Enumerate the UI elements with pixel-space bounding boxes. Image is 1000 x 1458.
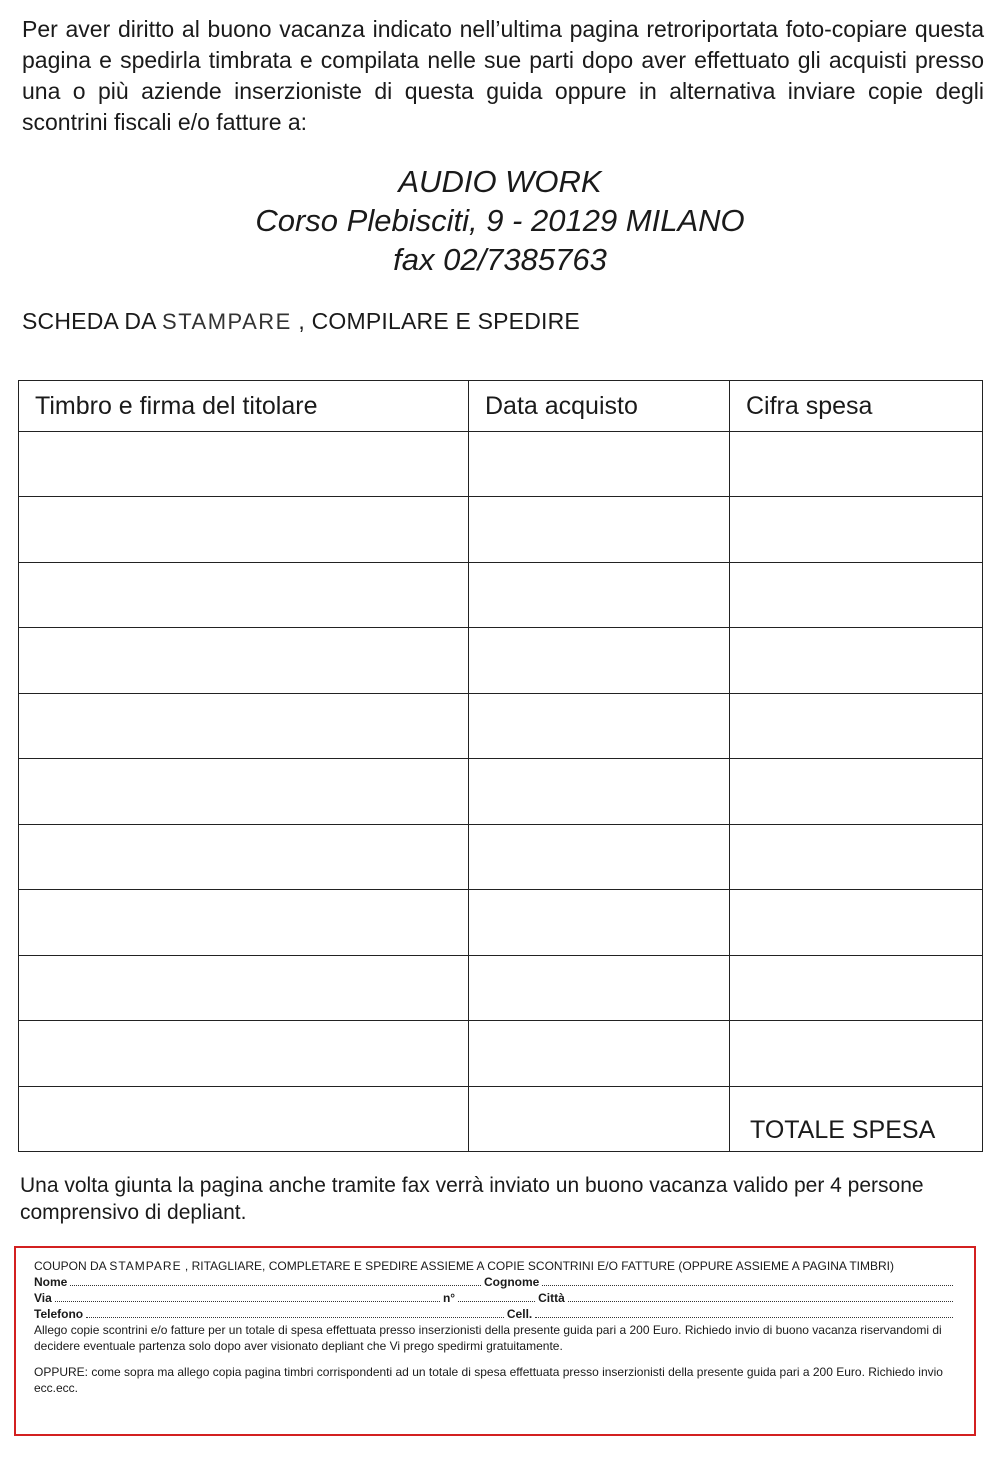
table-row <box>19 955 983 1020</box>
total-cell[interactable] <box>730 1086 983 1151</box>
table-row <box>19 497 983 562</box>
col-header-date: Data acquisto <box>469 381 730 432</box>
stamp-cell[interactable] <box>19 1086 469 1151</box>
table-header-row <box>19 381 983 432</box>
col-header-stamp: Timbro e firma del titolare <box>19 381 469 432</box>
company-street: Corso Plebisciti, 9 - 20129 MILANO <box>255 203 745 238</box>
table-row <box>19 432 983 497</box>
stamp-cell[interactable] <box>19 497 469 562</box>
cell-field[interactable] <box>535 1307 953 1318</box>
date-cell[interactable] <box>469 693 730 758</box>
amount-cell[interactable] <box>730 1021 983 1086</box>
cognome-label: Cognome <box>484 1275 540 1289</box>
coupon-title: COUPON DA STAMPARE , RITAGLIARE, COMPLETARE E SPEDIRE ASSIEME A COPIE SCONTRINI E/O FATTURE (OPPURE ASSIEME A PAGINA TIMBRI) <box>34 1259 894 1273</box>
citta-field[interactable] <box>568 1291 953 1302</box>
coupon-box <box>14 1246 976 1436</box>
date-cell[interactable] <box>469 497 730 562</box>
date-cell[interactable] <box>469 824 730 889</box>
heading-prefix: SCHEDA DA <box>22 308 163 334</box>
amount-cell[interactable] <box>730 890 983 955</box>
stamp-cell[interactable] <box>19 1021 469 1086</box>
company-name: AUDIO WORK <box>398 164 602 199</box>
coupon-allego-text: Allego copie scontrini e/o fatture per un totale di spesa effettuata presso inserzionisti della presente guida pari a 200 Euro. Richiedo invio di buono vacanza riservandomi di decidere eventuale partenza solo dopo aver visionato depliant che Vi prego spedirmi gratuitamente. <box>34 1323 942 1353</box>
amount-cell[interactable] <box>730 955 983 1020</box>
nome-field[interactable] <box>70 1275 481 1286</box>
table-row <box>19 628 983 693</box>
after-table-note: Una volta giunta la pagina anche tramite fax verrà inviato un buono vacanza valido per 4 persone comprensivo di depliant. <box>20 1174 924 1224</box>
coupon-row-name <box>34 1274 956 1290</box>
date-cell[interactable] <box>469 759 730 824</box>
cell-label: Cell. <box>506 1307 533 1321</box>
stamp-cell[interactable] <box>19 628 469 693</box>
via-field[interactable] <box>55 1291 440 1302</box>
stamp-cell[interactable] <box>19 562 469 627</box>
date-cell[interactable] <box>469 432 730 497</box>
heading-suffix: , COMPILARE E SPEDIRE <box>291 308 580 334</box>
address-block <box>0 162 1000 279</box>
amount-cell[interactable] <box>730 693 983 758</box>
amount-cell[interactable] <box>730 628 983 693</box>
stamp-cell[interactable] <box>19 432 469 497</box>
stamp-cell[interactable] <box>19 693 469 758</box>
cognome-field[interactable] <box>542 1275 953 1286</box>
telefono-field[interactable] <box>86 1307 504 1318</box>
date-cell[interactable] <box>469 890 730 955</box>
company-fax: fax 02/7385763 <box>393 242 607 277</box>
col-header-amount: Cifra spesa <box>730 381 983 432</box>
table-row <box>19 890 983 955</box>
coupon-row-address <box>34 1290 956 1306</box>
table-row <box>19 693 983 758</box>
stamp-cell[interactable] <box>19 759 469 824</box>
table-total-row <box>19 1086 983 1151</box>
purchase-table <box>18 380 983 1152</box>
total-label: TOTALE SPESA <box>750 1116 936 1144</box>
date-cell[interactable] <box>469 628 730 693</box>
amount-cell[interactable] <box>730 432 983 497</box>
stamp-cell[interactable] <box>19 955 469 1020</box>
telefono-label: Telefono <box>34 1307 84 1321</box>
date-cell[interactable] <box>469 1086 730 1151</box>
via-label: Via <box>34 1291 52 1305</box>
stamp-cell[interactable] <box>19 890 469 955</box>
amount-cell[interactable] <box>730 497 983 562</box>
amount-cell[interactable] <box>730 759 983 824</box>
table-row <box>19 1021 983 1086</box>
intro-paragraph: Per aver diritto al buono vacanza indicato nell’ultima pagina retroriportata foto-copiare questa pagina e spedirla timbrata e compilata nelle sue parti dopo aver effettuato gli acquisti presso una o più aziende inserzioniste di questa guida oppure in alternativa inviare copie degli scontrini fiscali e/o fatture a: <box>22 16 984 135</box>
numero-label: n° <box>442 1291 456 1305</box>
stamp-cell[interactable] <box>19 824 469 889</box>
amount-cell[interactable] <box>730 562 983 627</box>
heading-stampare: STAMPARE <box>162 309 292 334</box>
coupon-oppure-text: OPPURE: come sopra ma allego copia pagina timbri corrispondenti ad un totale di spesa effettuata presso inserzionisti della presente guida pari a 200 Euro. Richiedo invio ecc.ecc. <box>34 1365 943 1395</box>
form-heading <box>22 308 580 335</box>
date-cell[interactable] <box>469 562 730 627</box>
table-row <box>19 759 983 824</box>
nome-label: Nome <box>34 1275 68 1289</box>
numero-field[interactable] <box>458 1291 535 1302</box>
coupon-row-phone <box>34 1306 956 1322</box>
citta-label: Città <box>538 1291 565 1305</box>
table-row <box>19 562 983 627</box>
table-row <box>19 824 983 889</box>
amount-cell[interactable] <box>730 824 983 889</box>
date-cell[interactable] <box>469 1021 730 1086</box>
date-cell[interactable] <box>469 955 730 1020</box>
